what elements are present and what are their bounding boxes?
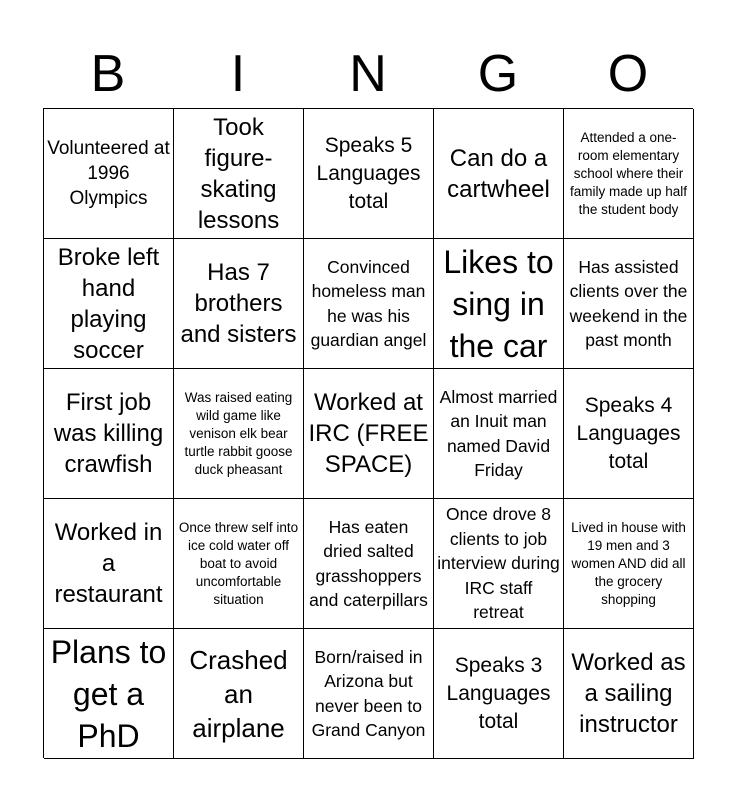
header-letter-i: I [230, 45, 246, 103]
cell-text: First job was killing crawfish [53, 389, 164, 478]
bingo-cell-r2-c1 [44, 239, 174, 369]
bingo-cell-r3-c2 [174, 369, 304, 499]
bingo-cell-r4-c3 [304, 499, 434, 629]
cell-text: Attended a one-room elementary school where their family made up half the student body [569, 129, 688, 217]
bingo-cell-r1-c4 [434, 109, 564, 239]
cell-text: Speaks 3 Languages total [446, 653, 551, 733]
bingo-cell-r2-c3 [304, 239, 434, 369]
bingo-cell-r4-c2 [174, 499, 304, 629]
bingo-cell-r4-c5 [564, 499, 694, 629]
header-letter-o: O [607, 45, 649, 103]
cell-text: Worked at IRC (FREE SPACE) [308, 389, 429, 478]
bingo-cell-r5-c2 [174, 629, 304, 759]
cell-text: Crashed an airplane [189, 644, 288, 743]
bingo-cell-r3-c5 [564, 369, 694, 499]
bingo-cell-r5-c4 [434, 629, 564, 759]
cell-text: Speaks 5 Languages total [316, 133, 421, 213]
cell-text: Convinced homeless man he was his guardian angel [310, 256, 427, 350]
cell-text: Has eaten dried salted grasshoppers and caterpillars [309, 516, 428, 610]
bingo-cell-r1-c3 [304, 109, 434, 239]
header-letter-g: G [477, 45, 519, 103]
cell-text: Broke left hand playing soccer [57, 243, 160, 364]
cell-text: Has 7 brothers and sisters [180, 259, 297, 348]
cell-text: Born/raised in Arizona but never been to Grand Canyon [311, 646, 426, 740]
cell-text: Plans to get a PhD [50, 633, 167, 754]
bingo-cell-r2-c4 [434, 239, 564, 369]
bingo-cell-r4-c1 [44, 499, 174, 629]
cell-text: Worked in a restaurant [54, 519, 163, 608]
cell-text: Likes to sing in the car [443, 243, 554, 364]
bingo-cell-r1-c5 [564, 109, 694, 239]
cell-text: Lived in house with 19 men and 3 women AND did all the grocery shopping [571, 519, 686, 607]
header-letter-b: B [90, 45, 126, 103]
bingo-cell-r3-c4 [434, 369, 564, 499]
header-letter-n: N [349, 45, 387, 103]
bingo-header [43, 40, 693, 108]
bingo-cell-r2-c5 [564, 239, 694, 369]
bingo-board [43, 108, 693, 758]
cell-text: Worked as a sailing instructor [571, 649, 686, 738]
cell-text: Took figure-skating lessons [197, 113, 280, 234]
cell-text: Almost married an Inuit man named David Friday [439, 386, 558, 480]
bingo-cell-r5-c5 [564, 629, 694, 759]
cell-text: Was raised eating wild game like venison elk bear turtle rabbit goose duck pheasant [184, 389, 293, 477]
cell-text: Once drove 8 clients to job interview during IRC staff retreat [437, 504, 560, 623]
cell-text: Can do a cartwheel [447, 144, 550, 203]
cell-text: Has assisted clients over the weekend in the past month [569, 256, 688, 350]
bingo-cell-r5-c1 [44, 629, 174, 759]
cell-text: Volunteered at 1996 Olympics [47, 138, 170, 209]
bingo-cell-r4-c4 [434, 499, 564, 629]
cell-text: Once threw self into ice cold water off boat to avoid uncomfortable situation [178, 519, 299, 607]
bingo-cell-r3-c3-free-space [304, 369, 434, 499]
bingo-cell-r3-c1 [44, 369, 174, 499]
cell-text: Speaks 4 Languages total [576, 393, 681, 473]
bingo-cell-r1-c2 [174, 109, 304, 239]
bingo-cell-r1-c1 [44, 109, 174, 239]
bingo-cell-r2-c2 [174, 239, 304, 369]
bingo-cell-r5-c3 [304, 629, 434, 759]
